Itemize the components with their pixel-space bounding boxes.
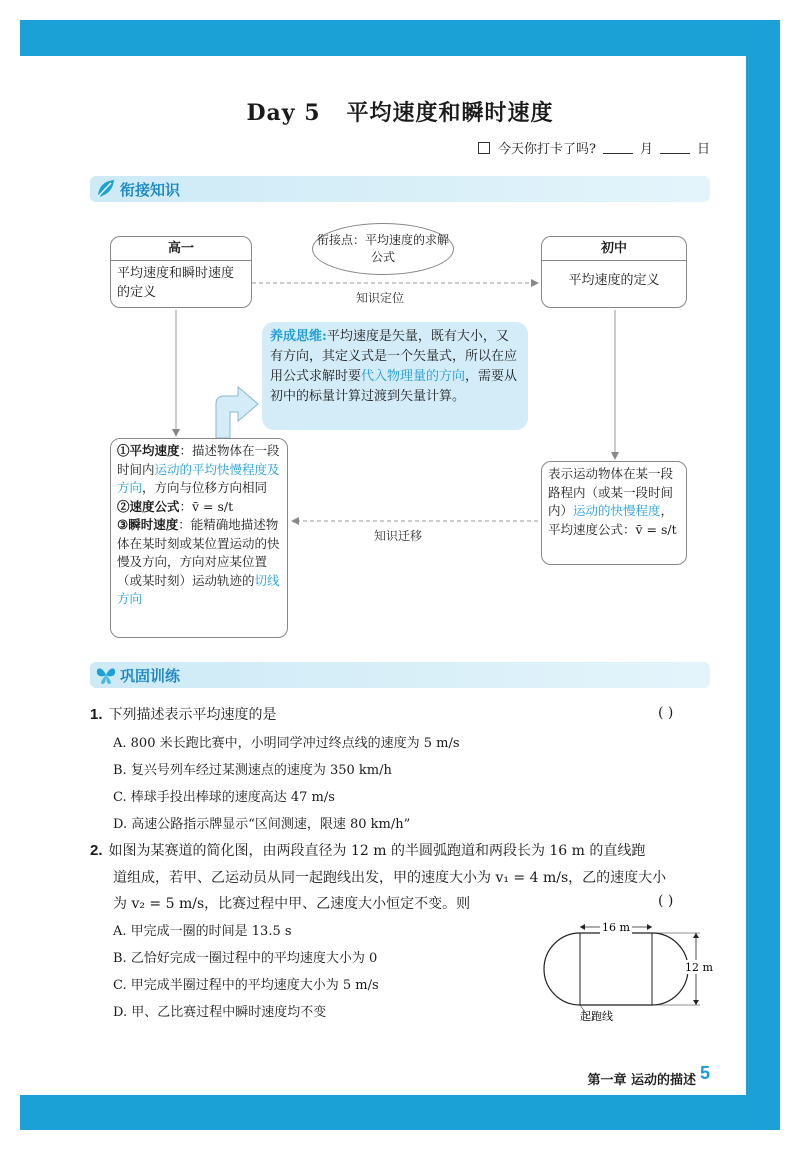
butterfly-icon xyxy=(94,663,118,687)
question-2-line-2: 道组成，若甲、乙运动员从同一起跑线出发，甲的速度大小为 v₁ = 4 m/s，乙的速度大小 xyxy=(113,870,667,886)
detail-inst-velocity-hl: 切线方向 xyxy=(117,572,280,606)
question-2-option-b[interactable]: B. 乙恰好完成一圈过程中的平均速度大小为 0 xyxy=(113,951,378,966)
box-middle-school xyxy=(541,236,687,308)
start-line-label: 起跑线 xyxy=(580,1010,613,1023)
question-2-number: 2. xyxy=(90,842,103,859)
question-1-option-a[interactable]: A. 800 米长跑比赛中，小明同学冲过终点线的速度为 5 m/s xyxy=(113,736,460,751)
middle-detail-formula: v̄ = s/t xyxy=(635,521,677,537)
think-title: 养成思维: xyxy=(270,329,327,344)
box-high-title: 高一 xyxy=(111,237,251,261)
track-figure xyxy=(540,915,715,1025)
detail-formula: ：v̄ = s/t xyxy=(179,498,234,514)
think-text-2: ，需要从初中的标量计算过渡到矢量计算。 xyxy=(270,369,518,404)
box-middle-body: 平均速度的定义 xyxy=(568,273,660,288)
detail-avg-velocity-text-a: ：描述物体在一段时间内 xyxy=(117,443,280,477)
box-middle-title: 初中 xyxy=(542,237,686,261)
footer-chapter: 第一章 运动的描述 xyxy=(587,1073,696,1088)
diameter-label: 12 m xyxy=(685,961,713,974)
detail-avg-velocity-hl: 运动的平均快慢程度及方向 xyxy=(117,461,280,495)
day-label-text: 日 xyxy=(696,142,710,157)
box-middle-detail xyxy=(541,461,687,565)
topic-title: 平均速度和瞬时速度 xyxy=(346,100,554,126)
box-high-detail xyxy=(110,438,288,638)
question-1-number: 1. xyxy=(90,706,103,723)
question-2-line-1: 如图为某赛道的简化图，由两段直径为 12 m 的半圆弧跑道和两段长为 16 m 的直线跑 xyxy=(108,843,646,859)
detail-avg-velocity-text-b: ，方向与位移方向相同 xyxy=(142,480,268,495)
section-title-practice: 巩固训练 xyxy=(120,667,181,685)
think-highlight: 代入物理量的方向 xyxy=(361,369,466,384)
think-pointer-arrow xyxy=(216,387,258,438)
section-title-bridge: 衔接知识 xyxy=(120,181,181,199)
question-2-answer-blank[interactable]: ( ) xyxy=(658,893,674,909)
track-outline xyxy=(544,933,688,1005)
box-high-school xyxy=(110,236,252,308)
detail-formula-term: ②速度公式 xyxy=(117,498,180,514)
question-2-stem xyxy=(90,841,645,861)
detail-inst-velocity-term: ③瞬时速度 xyxy=(117,517,179,532)
length-label: 16 m xyxy=(602,921,630,934)
link-point-ellipse: 衔接点：平均速度的求解公式 xyxy=(312,223,454,275)
question-2-option-a[interactable]: A. 甲完成一圈的时间是 13.5 s xyxy=(113,924,292,939)
question-2-option-d[interactable]: D. 甲、乙比赛过程中瞬时速度均不变 xyxy=(113,1005,327,1020)
question-1-answer-blank[interactable]: ( ) xyxy=(658,705,674,721)
checkin-prompt: 今天你打卡了吗? xyxy=(497,142,596,157)
detail-inst-velocity-text: ：能精确地描述物体在某时刻或某位置运动的快慢及方向，方向对应某位置（或某时刻）运动轨迹的 xyxy=(117,517,280,588)
question-2-line-3: 为 v₂ = 5 m/s，比赛过程中甲、乙速度大小恒定不变。则 xyxy=(113,896,471,912)
question-1-option-d[interactable]: D. 高速公路指示牌显示“区间测速，限速 80 km/h” xyxy=(113,817,411,832)
thinking-note xyxy=(262,322,528,430)
think-text-1: 平均速度是矢量，既有大小，又有方向，其定义式是一个矢量式，所以在应用公式求解时要 xyxy=(270,329,518,384)
question-1-option-c[interactable]: C. 棒球手投出棒球的速度高达 47 m/s xyxy=(113,790,335,805)
month-label: 月 xyxy=(639,142,653,157)
label-positioning: 知识定位 xyxy=(356,291,405,305)
middle-detail-hl: 运动的快慢程度 xyxy=(573,503,661,518)
section-bar-practice xyxy=(90,662,710,688)
label-transfer: 知识迁移 xyxy=(374,529,423,543)
question-1-text: 下列描述表示平均速度的是 xyxy=(108,707,277,723)
page-number: 5 xyxy=(700,1063,711,1083)
question-1-stem xyxy=(90,705,277,725)
box-high-body: 平均速度和瞬时速度的定义 xyxy=(117,266,235,300)
middle-detail-text-a: 表示运动物体在某一段路程内（或某一段时间内） xyxy=(548,466,674,518)
detail-avg-velocity-term: ①平均速度 xyxy=(117,443,180,458)
question-1-option-b[interactable]: B. 复兴号列车经过某测速点的速度为 350 km/h xyxy=(113,763,392,778)
question-2-option-c[interactable]: C. 甲完成半圈过程中的平均速度大小为 5 m/s xyxy=(113,978,379,993)
day-label: Day 5 xyxy=(246,100,321,126)
middle-detail-text-b: ，平均速度公式： xyxy=(548,503,674,537)
